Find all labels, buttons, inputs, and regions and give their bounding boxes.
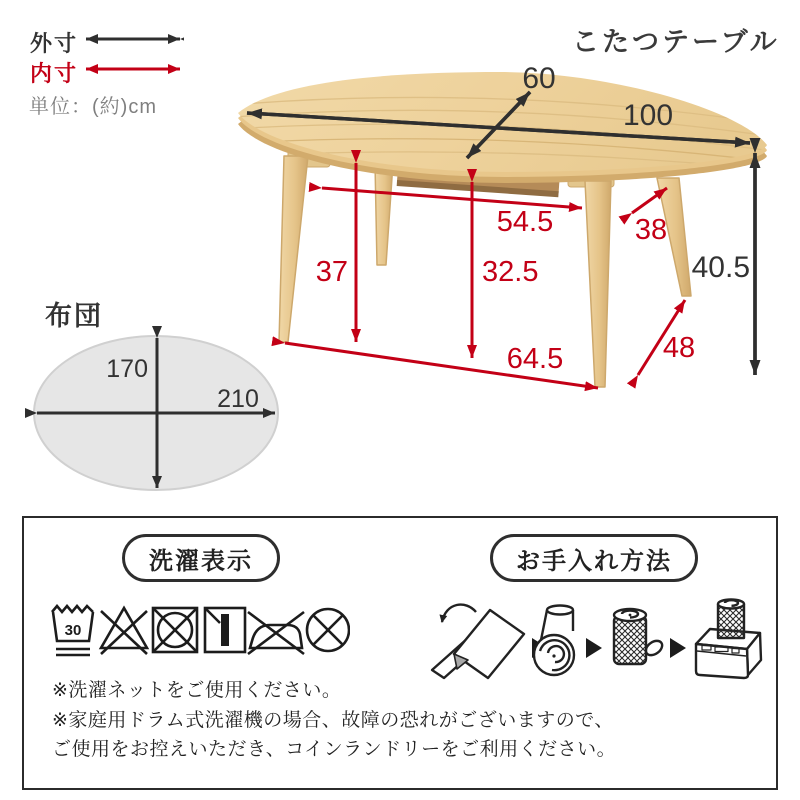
dim-inner-38: 38 bbox=[634, 214, 668, 246]
care-method-steps bbox=[430, 598, 772, 684]
futon-label: 布団 bbox=[45, 301, 103, 331]
outer-dimension-label: 外寸 bbox=[30, 31, 79, 56]
unit-label: 単位：(約)cm bbox=[29, 96, 157, 118]
dim-depth-60: 60 bbox=[522, 62, 556, 95]
dim-height-40-5: 40.5 bbox=[691, 251, 750, 284]
care-instructions-box bbox=[22, 516, 778, 790]
care-method-title-text: お手入れ方法 bbox=[516, 547, 672, 575]
care-notes bbox=[52, 676, 752, 765]
dim-inner-54-5: 54.5 bbox=[496, 206, 554, 238]
step-arrow-icon bbox=[586, 638, 602, 658]
no-tumble-dry-icon bbox=[153, 608, 197, 652]
washing-machine-icon bbox=[696, 600, 761, 679]
wash-symbols-title-text: 洗濯表示 bbox=[149, 547, 253, 575]
wash-temp-text: 30 bbox=[64, 622, 82, 639]
kotatsu-table-diagram bbox=[220, 55, 790, 400]
futon-width-value: 210 bbox=[217, 385, 259, 413]
no-iron-icon bbox=[248, 612, 304, 654]
table-leg-back-left bbox=[375, 163, 393, 265]
futon-depth-value: 170 bbox=[106, 355, 148, 383]
dim-inner-37: 37 bbox=[315, 256, 348, 288]
page-title: こたつテーブル bbox=[572, 27, 780, 57]
care-note-line: ご使用をお控えいただき、コインランドリーをご利用ください。 bbox=[52, 739, 617, 760]
inner-dimension-arrow-icon bbox=[82, 61, 184, 77]
no-bleach-icon bbox=[101, 608, 147, 654]
hang-dry-shade-icon bbox=[205, 608, 245, 652]
wash-30-gentle-icon bbox=[52, 606, 93, 655]
care-note-line: ※洗濯ネットをご使用ください。 bbox=[52, 680, 342, 701]
care-method-title bbox=[490, 534, 698, 582]
futon-diagram bbox=[20, 285, 300, 510]
no-dry-clean-icon bbox=[307, 609, 349, 651]
dim-inner-48: 48 bbox=[662, 332, 696, 364]
dim-inner-64-5: 64.5 bbox=[506, 343, 564, 375]
fold-futon-icon bbox=[432, 605, 524, 678]
outer-dimension-arrow-icon bbox=[82, 31, 184, 47]
dim-width-100: 100 bbox=[622, 99, 674, 132]
care-note-line: ※家庭用ドラム式洗濯機の場合、故障の恐れがございますので、 bbox=[52, 709, 614, 731]
inner-dimension-label: 内寸 bbox=[30, 61, 79, 86]
laundry-symbols bbox=[48, 604, 350, 662]
dim-inner-32-5: 32.5 bbox=[482, 256, 539, 288]
table-leg-front-right bbox=[585, 181, 611, 387]
roll-futon-icon bbox=[534, 606, 574, 676]
wash-symbols-title bbox=[122, 534, 280, 582]
net-bag-icon bbox=[614, 609, 665, 664]
step-arrow-icon bbox=[670, 638, 686, 658]
